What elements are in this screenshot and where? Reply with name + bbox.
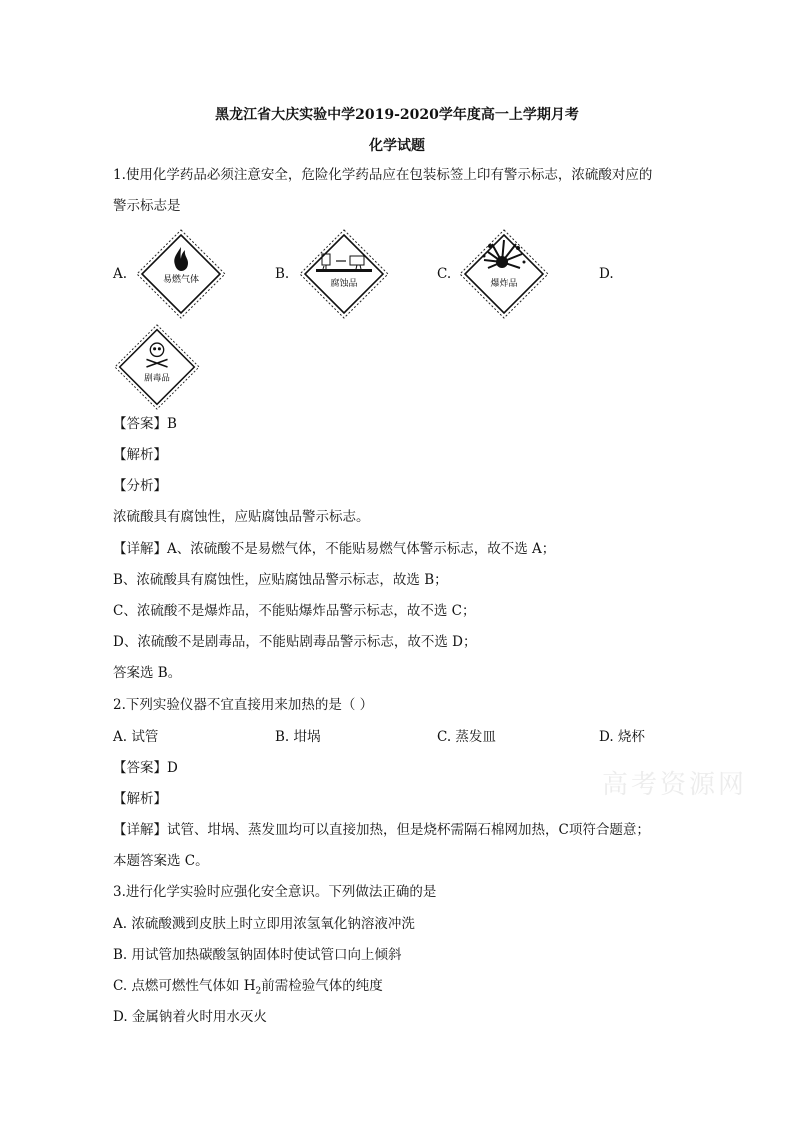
q1-option-d-label: D.: [599, 266, 614, 282]
explosive-sign: [458, 228, 550, 320]
q2-answer: 【答案】D: [113, 760, 178, 776]
corrosive-icon: [316, 254, 372, 272]
explosion-icon: [483, 240, 526, 268]
skull-icon: [146, 343, 167, 367]
q1-detail-line: B、浓硫酸具有腐蚀性，应贴腐蚀品警示标志，故选 B；: [113, 572, 448, 588]
q1-analysis-heading: 【解析】: [113, 447, 167, 463]
q3-option-c-sub: 2: [255, 986, 262, 997]
corrosive-text: 腐蚀品: [330, 279, 358, 289]
document-subtitle: 化学试题: [369, 138, 425, 154]
q1-fenxi: 浓硫酸具有腐蚀性，应贴腐蚀品警示标志。: [113, 509, 370, 525]
q1-stem-line2: 警示标志是: [113, 198, 181, 214]
q1-stem-line1: 1.使用化学药品必须注意安全，危险化学药品应在包装标签上印有警示标志，浓硫酸对应的: [113, 167, 653, 183]
q1-detail-line: C、浓硫酸不是爆炸品，不能贴爆炸品警示标志，故不选 C；: [113, 603, 476, 619]
q3-option-a: A. 浓硫酸溅到皮肤上时立即用浓氢氧化钠溶液冲洗: [113, 916, 415, 932]
q3-option-c-pre: C. 点燃可燃性气体如 H: [113, 978, 256, 994]
q2-analysis-heading: 【解析】: [113, 791, 167, 807]
flammable-gas-text: 易燃气体: [162, 275, 200, 285]
q1-fenxi-heading: 【分析】: [113, 478, 167, 494]
q1-answer: 【答案】B: [113, 416, 177, 432]
q2-option-b: B. 坩埚: [275, 729, 321, 745]
flame-icon: [174, 247, 188, 271]
q3-option-c-post: 前需检验气体的纯度: [261, 978, 383, 994]
q1-option-b-label: B.: [275, 266, 290, 282]
q3-stem: 3.进行化学实验时应强化安全意识。下列做法正确的是: [113, 884, 437, 900]
q1-option-a-label: A.: [113, 266, 128, 282]
q1-detail-line: 答案选 B。: [113, 665, 182, 681]
corrosive-sign: [298, 228, 390, 320]
q2-option-d: D. 烧杯: [599, 729, 645, 745]
document-title: 黑龙江省大庆实验中学2019-2020学年度高一上学期月考: [215, 107, 579, 123]
toxic-text: 剧毒品: [144, 373, 170, 384]
q1-detail-line: D、浓硫酸不是剧毒品，不能贴剧毒品警示标志，故不选 D；: [113, 634, 477, 650]
q2-option-a: A. 试管: [113, 729, 159, 745]
q1-option-c-label: C.: [437, 266, 452, 282]
watermark: 高考资源网: [602, 770, 748, 800]
flammable-gas-sign: [135, 228, 227, 320]
q3-option-c: [113, 976, 383, 1002]
q3-option-b: B. 用试管加热碳酸氢钠固体时使试管口向上倾斜: [113, 947, 402, 963]
q2-option-c: C. 蒸发皿: [437, 729, 496, 745]
explosive-text: 爆炸品: [490, 279, 518, 289]
q2-stem: 2.下列实验仪器不宜直接用来加热的是（ ）: [113, 697, 374, 713]
q1-detail-line: 【详解】A、浓硫酸不是易燃气体，不能贴易燃气体警示标志，故不选 A；: [113, 541, 556, 557]
q3-option-d: D. 金属钠着火时用水灭火: [113, 1009, 267, 1025]
q2-conclusion: 本题答案选 C。: [113, 853, 209, 869]
q2-detail: 【详解】试管、坩埚、蒸发皿均可以直接加热，但是烧杯需隔石棉网加热，C项符合题意；: [113, 822, 650, 838]
toxic-sign: [113, 323, 201, 411]
